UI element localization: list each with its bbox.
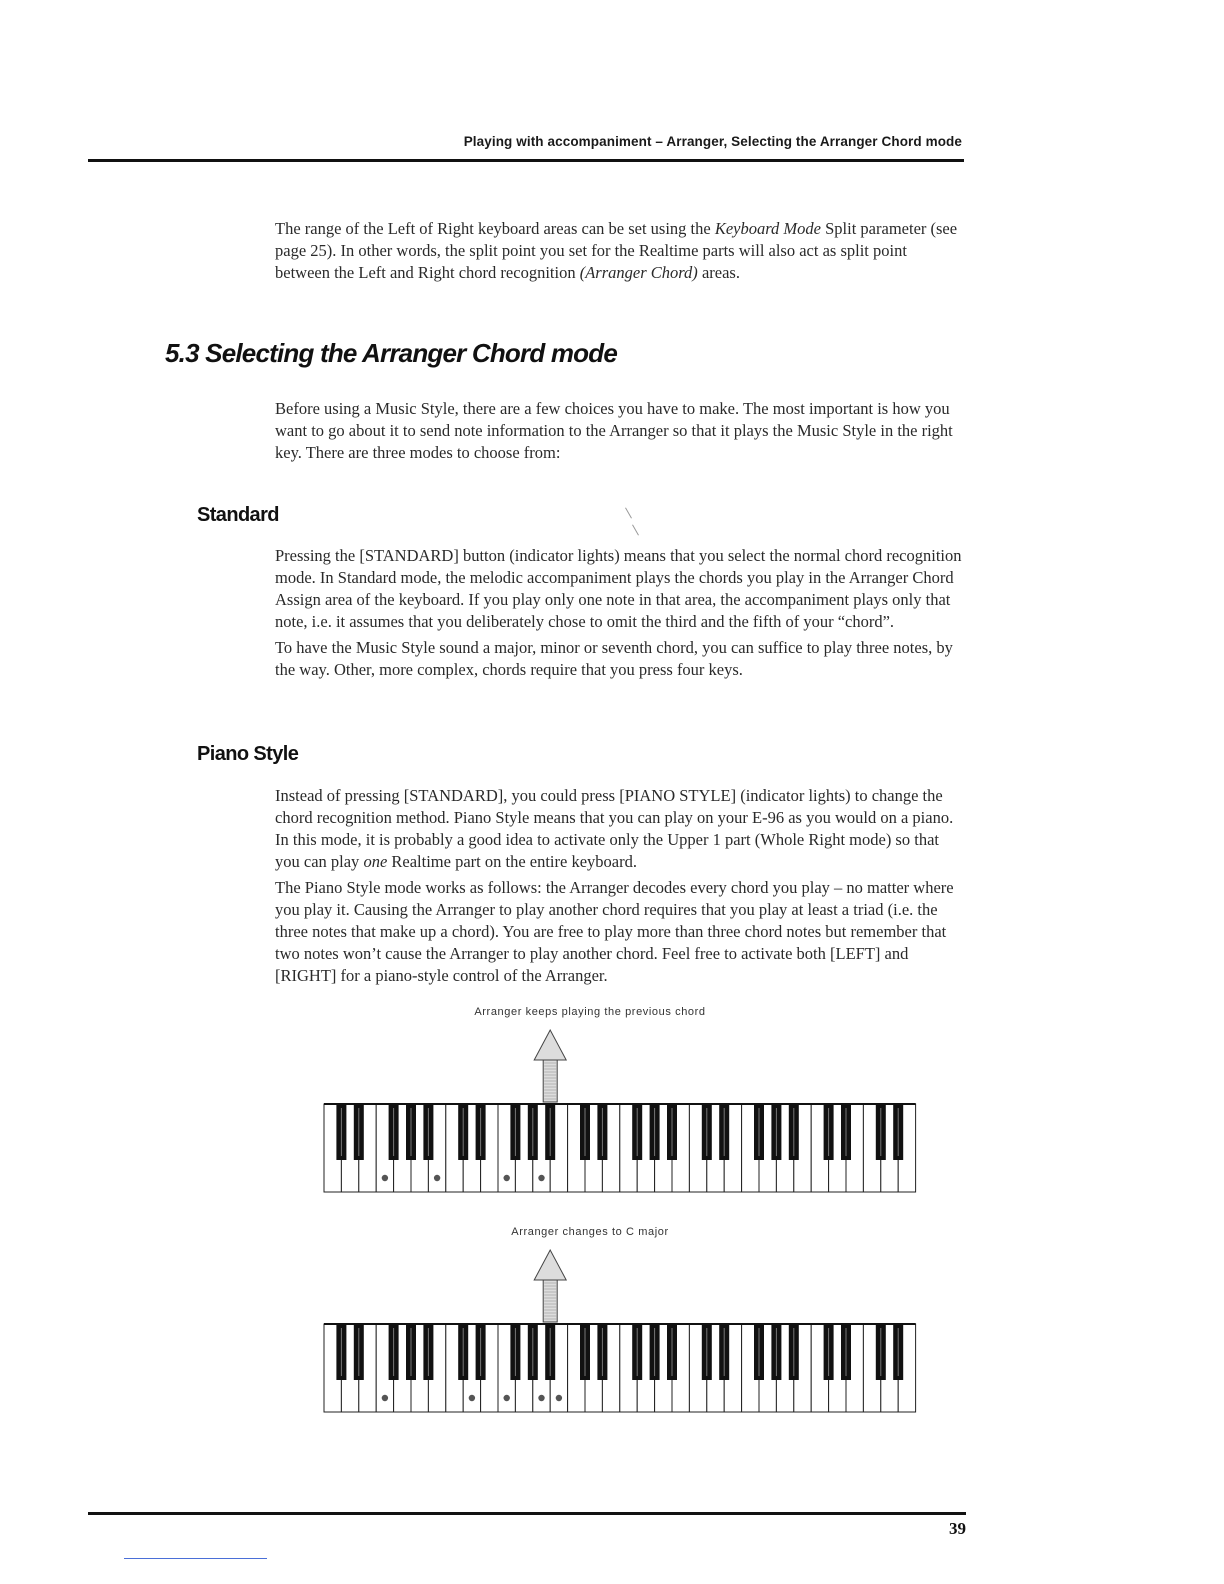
black-key (824, 1104, 834, 1160)
white-key (881, 1324, 898, 1412)
footer-rule (88, 1512, 966, 1515)
white-key (846, 1104, 863, 1192)
running-header (88, 133, 964, 162)
section-intro: Before using a Music Style, there are a few choices you have to make. The most important is how you want to go about it to send note information to the Arranger so that it plays the Music Style in the right key. There are three modes to choose from: (275, 399, 953, 462)
black-key (597, 1104, 607, 1160)
white-key (898, 1324, 915, 1412)
white-key (446, 1104, 463, 1192)
piano-style-heading: Piano Style (197, 743, 299, 765)
black-key (336, 1324, 346, 1380)
black-key (702, 1324, 712, 1380)
black-key (354, 1104, 364, 1160)
white-key (759, 1104, 776, 1192)
scan-mark (632, 525, 639, 536)
black-key (389, 1104, 399, 1160)
pressed-key-dot (538, 1395, 544, 1401)
black-key (528, 1104, 538, 1160)
standard-paragraph-1: Pressing the [STANDARD] button (indicator lights) means that you select the normal chord recognition mode. In Standard mode, the melodic accompaniment plays the chords you play in the Arranger Chord Assign area of the keyboard. If you play only one note in that area, the accompaniment plays only that note, i.e. it assumes that you deliberately chose to omit the third and the fifth of your “chord”. (275, 546, 962, 631)
white-key (742, 1324, 759, 1412)
piano-style-body (275, 785, 965, 991)
black-key (667, 1324, 677, 1380)
piano-style-paragraph-2: The Piano Style mode works as follows: the Arranger decodes every chord you play – no matter where you play it. Causing the Arranger to play another chord requires that you play at least a triad (i.e. the three notes that make up a chord). You are free to play more than three chord notes but remember that two notes won’t cause the Arranger to play another chord. Feel free to activate both [LEFT] and [RIGHT] for a piano-style control of the Arranger. (275, 878, 954, 985)
white-key (707, 1324, 724, 1412)
pressed-key-dot (538, 1175, 544, 1181)
intro-paragraph (275, 218, 965, 288)
black-key (545, 1324, 555, 1380)
white-key (637, 1324, 654, 1412)
white-key (463, 1324, 480, 1412)
keyboard-mode-term: Keyboard Mode (714, 219, 821, 238)
figure-2-caption: Arranger changes to C major (511, 1226, 669, 1238)
black-key (841, 1104, 851, 1160)
white-key (637, 1104, 654, 1192)
white-key (672, 1104, 689, 1192)
intro-text: The range of the Left of Right keyboard areas can be set using the Keyboard Mode Split parameter (see page 25). In other words, the split point you set for the Realtime parts will also act as split point between the Left and Right chord recognition (Arranger Chord) areas. (275, 219, 958, 282)
white-key (863, 1324, 880, 1412)
white-key (829, 1104, 846, 1192)
black-key (789, 1324, 799, 1380)
black-key (876, 1324, 886, 1380)
up-arrow-head (534, 1030, 566, 1060)
white-key (863, 1104, 880, 1192)
black-key (667, 1104, 677, 1160)
black-key (545, 1104, 555, 1160)
white-key (463, 1104, 480, 1192)
up-arrow-head (534, 1250, 566, 1280)
white-key (602, 1104, 619, 1192)
white-key (689, 1104, 706, 1192)
figure-1-caption: Arranger keeps playing the previous chord (474, 1006, 706, 1018)
white-key (672, 1324, 689, 1412)
up-arrow-shaft (543, 1060, 557, 1102)
white-key (707, 1104, 724, 1192)
black-key (632, 1104, 642, 1160)
black-key (476, 1104, 486, 1160)
white-key (341, 1324, 358, 1412)
black-key (510, 1104, 520, 1160)
black-key (632, 1324, 642, 1380)
white-key (689, 1324, 706, 1412)
black-key (597, 1324, 607, 1380)
black-key (406, 1104, 416, 1160)
white-key (811, 1324, 828, 1412)
black-key (841, 1324, 851, 1380)
black-key (650, 1104, 660, 1160)
white-key (585, 1104, 602, 1192)
white-key (776, 1324, 793, 1412)
piano-style-paragraph-1: Instead of pressing [STANDARD], you could press [PIANO STYLE] (indicator lights) to change the chord recognition method. Piano Style means that you can play on your E-96 as you would on a piano. In this mode, it is probably a good idea to activate only the Upper 1 part (Whole Right mode) so that you can play one Realtime part on the entire keyboard. (275, 786, 954, 871)
white-key (411, 1104, 428, 1192)
keyboard-diagram-2 (324, 1250, 916, 1412)
pressed-key-dot (382, 1175, 388, 1181)
white-key (498, 1324, 515, 1412)
white-key (620, 1104, 637, 1192)
black-key (893, 1104, 903, 1160)
white-key (724, 1104, 741, 1192)
black-key (754, 1104, 764, 1160)
white-key (533, 1324, 550, 1412)
one-term: one (363, 852, 388, 871)
white-key (829, 1324, 846, 1412)
black-key (336, 1104, 346, 1160)
standard-heading: Standard (197, 504, 279, 526)
black-key (510, 1324, 520, 1380)
white-key (550, 1324, 567, 1412)
white-key (794, 1324, 811, 1412)
white-key (341, 1104, 358, 1192)
white-key (324, 1104, 341, 1192)
white-key (881, 1104, 898, 1192)
black-key (702, 1104, 712, 1160)
black-key (771, 1104, 781, 1160)
white-key (742, 1104, 759, 1192)
keyboard-diagram-1 (324, 1030, 916, 1192)
black-key (423, 1104, 433, 1160)
white-key (620, 1324, 637, 1412)
arranger-chord-term: (Arranger Chord) (579, 263, 698, 282)
pressed-key-dot (434, 1175, 440, 1181)
black-key (893, 1324, 903, 1380)
black-key (650, 1324, 660, 1380)
white-key (376, 1104, 393, 1192)
white-key (359, 1324, 376, 1412)
white-key (515, 1324, 532, 1412)
page-number: 39 (949, 1519, 966, 1538)
white-key (428, 1324, 445, 1412)
white-key (898, 1104, 915, 1192)
blue-underline (124, 1558, 267, 1559)
white-key (759, 1324, 776, 1412)
white-key (846, 1324, 863, 1412)
white-key (568, 1104, 585, 1192)
pressed-key-dot (469, 1395, 475, 1401)
black-key (580, 1104, 590, 1160)
white-key (428, 1104, 445, 1192)
white-key (481, 1104, 498, 1192)
white-key (602, 1324, 619, 1412)
scan-mark (625, 508, 632, 519)
white-key (533, 1104, 550, 1192)
black-key (771, 1324, 781, 1380)
white-key (324, 1324, 341, 1412)
white-key (498, 1104, 515, 1192)
white-key (568, 1324, 585, 1412)
white-key (394, 1104, 411, 1192)
section-title: 5.3 Selecting the Arranger Chord mode (165, 338, 617, 368)
black-key (476, 1324, 486, 1380)
black-key (354, 1324, 364, 1380)
white-key (376, 1324, 393, 1412)
running-title: Playing with accompaniment – Arranger, Selecting the Arranger Chord mode (463, 134, 962, 149)
black-key (789, 1104, 799, 1160)
white-key (446, 1324, 463, 1412)
black-key (754, 1324, 764, 1380)
white-key (655, 1324, 672, 1412)
black-key (719, 1324, 729, 1380)
black-key (406, 1324, 416, 1380)
white-key (585, 1324, 602, 1412)
black-key (423, 1324, 433, 1380)
black-key (719, 1104, 729, 1160)
standard-paragraph-2: To have the Music Style sound a major, minor or seventh chord, you can suffice to play three notes, by the way. Other, more complex, chords require that you press four keys. (275, 638, 953, 679)
white-key (794, 1104, 811, 1192)
white-key (655, 1104, 672, 1192)
black-key (458, 1104, 468, 1160)
pressed-key-dot (504, 1395, 510, 1401)
black-key (876, 1104, 886, 1160)
pressed-key-dot (556, 1395, 562, 1401)
white-key (811, 1104, 828, 1192)
black-key (528, 1324, 538, 1380)
pressed-key-dot (382, 1395, 388, 1401)
white-key (359, 1104, 376, 1192)
black-key (580, 1324, 590, 1380)
white-key (394, 1324, 411, 1412)
black-key (824, 1324, 834, 1380)
black-key (458, 1324, 468, 1380)
white-key (515, 1104, 532, 1192)
white-key (481, 1324, 498, 1412)
white-key (776, 1104, 793, 1192)
white-key (724, 1324, 741, 1412)
white-key (550, 1104, 567, 1192)
white-key (411, 1324, 428, 1412)
pressed-key-dot (504, 1175, 510, 1181)
standard-body (275, 545, 965, 685)
up-arrow-shaft (543, 1280, 557, 1322)
black-key (389, 1324, 399, 1380)
